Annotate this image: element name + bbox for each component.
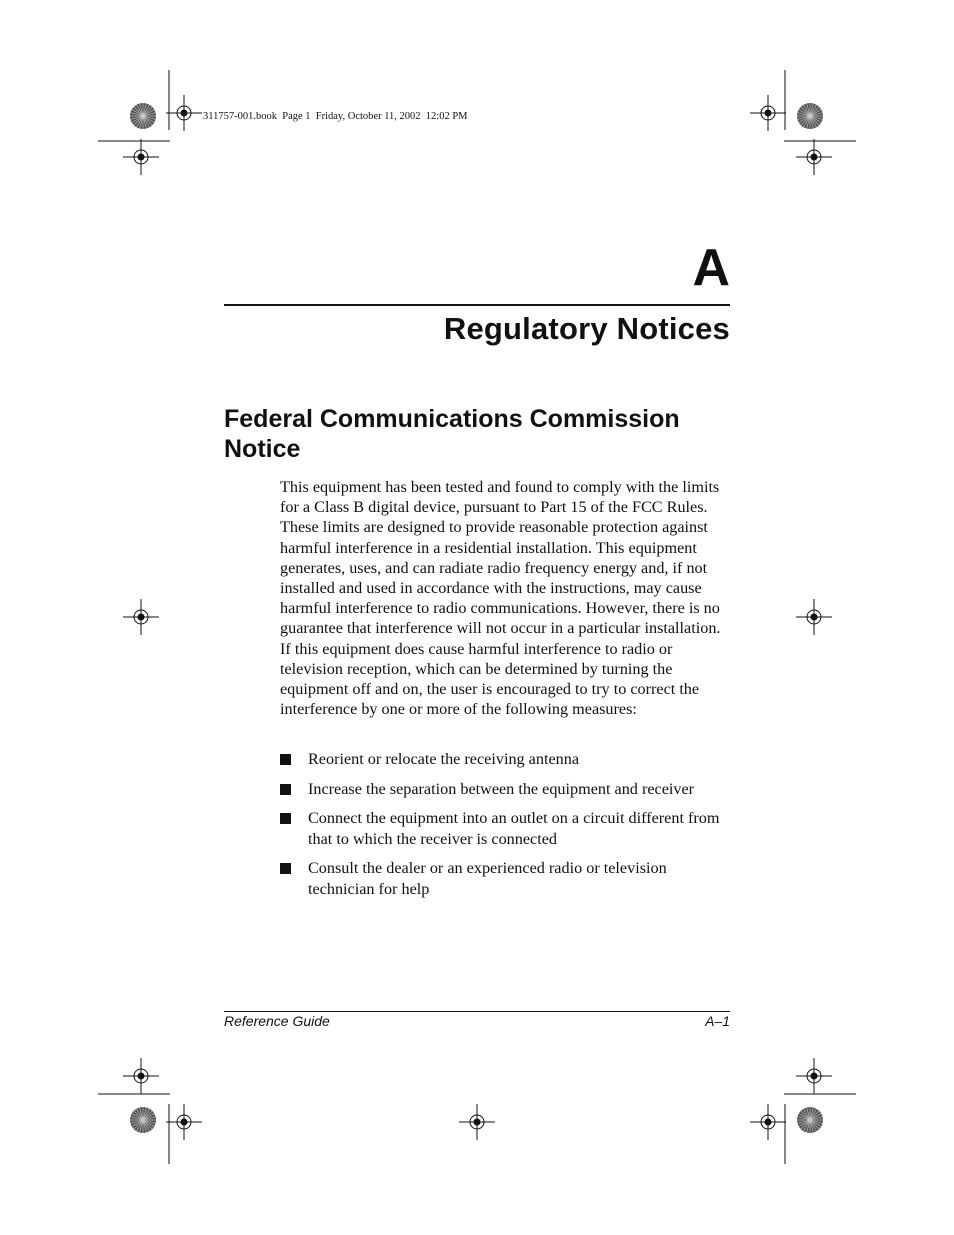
registration-mark-icon (750, 95, 786, 131)
registration-mark-icon (123, 139, 159, 175)
color-star-target-icon (797, 103, 823, 129)
chapter-rule (224, 304, 730, 306)
registration-mark-icon (166, 1104, 202, 1140)
body-paragraph: This equipment has been tested and found to comply with the limits for a Class B digital device, pursuant to Part 15 of the FCC Rules. These limits are designed to provide reasonable protection against harmful interference in a residential installation. This equipment generates, uses, and can radiate radio frequency energy and, if not installed and used in accordance with the instructions, may cause harmful interference to radio communications. However, there is no guarantee that interference will not occur in a particular installation. If this equipment does cause harmful interference to radio or television reception, which can be determined by turning the equipment off and on, the user is encouraged to try to correct the interference by one or more of the following measures: (280, 478, 721, 719)
chapter-title: Regulatory Notices (443, 311, 730, 346)
registration-mark-icon (459, 1104, 495, 1140)
footer-page-number: A–1 (705, 1013, 730, 1029)
list-item (280, 858, 732, 898)
list-item-text: Consult the dealer or an experienced radio or television technician for help (308, 859, 667, 898)
square-bullet-icon (280, 754, 291, 765)
list-item-text: Increase the separation between the equipment and receiver (308, 779, 695, 798)
measures-list (280, 749, 732, 908)
list-item-text: Connect the equipment into an outlet on a circuit different from that to which the receiver is connected (308, 809, 720, 848)
print-header: 311757-001.book Page 1 Friday, October 11, 2002 12:02 PM (203, 111, 468, 122)
footer-title: Reference Guide (224, 1013, 330, 1029)
section-heading: Federal Communications Commission Notice (224, 405, 680, 463)
square-bullet-icon (280, 813, 291, 824)
color-star-target-icon (130, 1107, 156, 1133)
square-bullet-icon (280, 784, 291, 795)
registration-mark-icon (796, 1058, 832, 1094)
registration-mark-icon (796, 139, 832, 175)
registration-mark-icon (123, 599, 159, 635)
square-bullet-icon (280, 863, 291, 874)
footer-rule (224, 1011, 730, 1012)
list-item (280, 808, 732, 848)
color-star-target-icon (797, 1107, 823, 1133)
registration-mark-icon (166, 95, 202, 131)
registration-mark-icon (123, 1058, 159, 1094)
color-star-target-icon (130, 103, 156, 129)
registration-mark-icon (750, 1104, 786, 1140)
list-item-text: Reorient or relocate the receiving antenna (308, 750, 580, 768)
list-item (280, 779, 732, 799)
registration-mark-icon (796, 599, 832, 635)
chapter-letter: A (692, 239, 730, 297)
list-item (280, 749, 732, 769)
